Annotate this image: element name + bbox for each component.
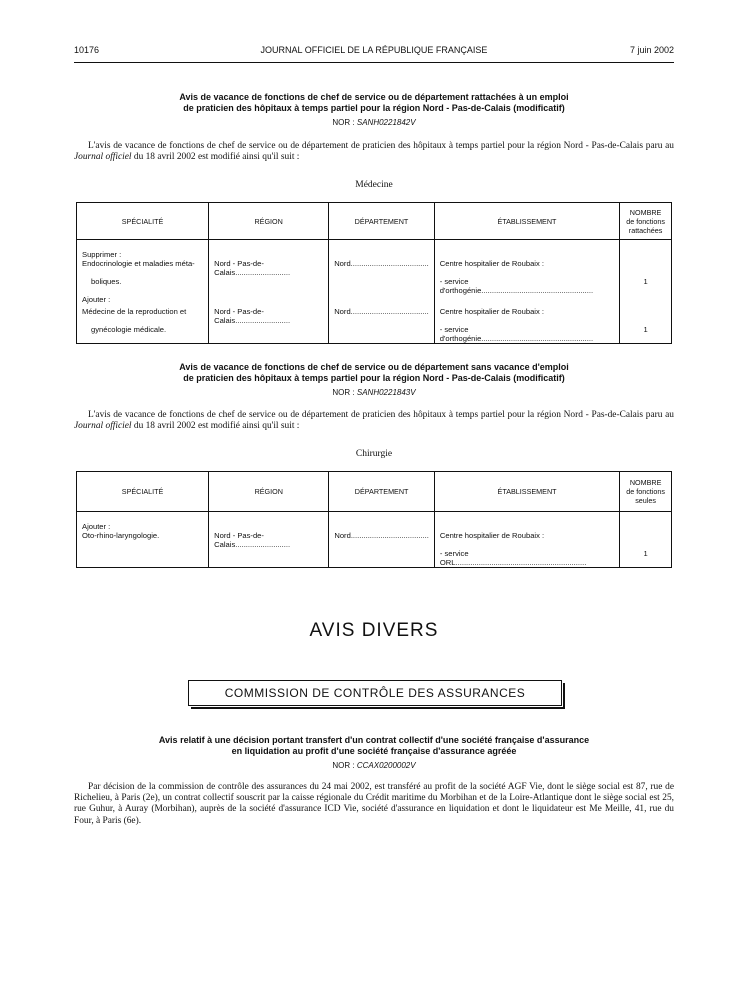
notice2-title-line2: de praticien des hôpitaux à temps partiel pour la région Nord - Pas-de-Calais (modificatif) — [183, 372, 565, 383]
leader-dots: .......................... — [235, 540, 291, 549]
cell-etablissement: Centre hospitalier de Roubaix : — [434, 307, 619, 325]
notice2-table — [76, 471, 672, 568]
cell-departement — [329, 325, 435, 344]
notice1-paragraph — [74, 141, 674, 163]
table-row — [77, 531, 672, 549]
region-text: Nord - Pas-de-Calais — [214, 307, 264, 325]
col-nombre — [620, 203, 672, 240]
cell-region — [209, 240, 329, 260]
cell-specialite: Ajouter : — [77, 512, 209, 532]
count-header-line: NOMBRE — [629, 478, 662, 487]
cell-specialite: Supprimer : — [77, 240, 209, 260]
cell-specialite: Ajouter : — [77, 295, 209, 307]
notice2-title — [74, 362, 674, 383]
cell-region — [209, 512, 329, 532]
cell-departement — [329, 549, 435, 568]
nor-label: NOR : — [332, 761, 355, 770]
col-nombre — [620, 472, 672, 512]
cell-nombre — [620, 512, 672, 532]
cell-region — [209, 325, 329, 344]
para-italic: Journal officiel — [74, 152, 132, 163]
table-row — [77, 307, 672, 325]
table-row — [77, 277, 672, 295]
cell-etablissement — [434, 240, 619, 260]
cell-region — [209, 295, 329, 307]
count-header-line: NOMBRE — [629, 207, 662, 217]
leader-dots: .......................... — [235, 268, 291, 277]
nor-label: NOR : — [332, 118, 355, 127]
cell-region — [209, 549, 329, 568]
divers-title — [74, 735, 674, 756]
region-text: Nord - Pas-de-Calais — [214, 531, 264, 549]
cell-etablissement: Centre hospitalier de Roubaix : — [434, 259, 619, 277]
table-row — [77, 240, 672, 260]
cell-etablissement — [434, 512, 619, 532]
table-row — [77, 259, 672, 277]
cell-nombre — [620, 307, 672, 325]
count-header-line: de fonctions — [626, 216, 665, 226]
divers-title-line1: Avis relatif à une décision portant transfert d'un contrat collectif d'une société française d'assurance — [158, 735, 590, 745]
cell-specialite: Endocrinologie et maladies méta- — [77, 259, 209, 277]
departement-text: Nord — [334, 307, 351, 316]
leader-dots: .............................................................. — [455, 558, 587, 567]
nor-code: SANH0221842V — [356, 118, 416, 127]
cell-specialite: gynécologie médicale. — [77, 325, 209, 344]
page-number: 10176 — [74, 45, 100, 55]
cell-nombre: 1 — [620, 325, 672, 344]
etablissement-text: - service d'orthogénie — [439, 325, 482, 343]
etablissement-text: - service ORL — [439, 549, 469, 567]
notice1-section: Médecine — [355, 180, 393, 190]
col-region: RÉGION — [209, 203, 329, 240]
count-header-line: rattachées — [628, 225, 663, 235]
table-row — [77, 549, 672, 568]
notice1-table — [76, 202, 672, 344]
etablissement-text: - service d'orthogénie — [439, 277, 482, 295]
col-region: RÉGION — [209, 472, 329, 512]
para-text: L'avis de vacance de fonctions de chef de service ou de département de praticien des hôpitaux à temps partiel pour la région Nord - Pas-de-Calais paru au — [88, 410, 674, 420]
col-etablissement: ÉTABLISSEMENT — [434, 203, 619, 240]
cell-etablissement — [434, 295, 619, 307]
nor-code: SANH0221843V — [356, 388, 416, 397]
table-row — [77, 325, 672, 344]
divers-nor — [74, 761, 674, 770]
para-text: du 18 avril 2002 est modifié ainsi qu'il suit : — [131, 152, 300, 163]
para-text: L'avis de vacance de fonctions de chef de service ou de département de praticien des hôpitaux à temps partiel pour la région Nord - Pas-de-Calais paru au — [88, 141, 674, 151]
para-text: du 18 avril 2002 est modifié ainsi qu'il suit : — [131, 421, 300, 432]
cell-region — [209, 277, 329, 295]
notice1-title-line1: Avis de vacance de fonctions de chef de service ou de département rattachées à un emploi — [179, 92, 569, 102]
page-date: 7 juin 2002 — [629, 45, 674, 55]
nor-label: NOR : — [332, 388, 355, 397]
cell-specialite: Oto-rhino-laryngologie. — [77, 531, 209, 549]
count-header-line: seules — [635, 496, 656, 505]
notice1-title-line2: de praticien des hôpitaux à temps partiel pour la région Nord - Pas-de-Calais (modificatif) — [183, 102, 565, 113]
notice2-section: Chirurgie — [355, 449, 393, 459]
count-header-line: de fonctions — [626, 487, 665, 496]
leader-dots: ..................................... — [350, 307, 429, 316]
cell-etablissement — [434, 549, 619, 568]
cell-departement — [329, 307, 435, 325]
col-departement: DÉPARTEMENT — [329, 472, 435, 512]
departement-text: Nord — [334, 259, 351, 268]
cell-nombre — [620, 295, 672, 307]
cell-specialite: boliques. — [77, 277, 209, 295]
col-specialite: SPÉCIALITÉ — [77, 472, 209, 512]
journal-title: JOURNAL OFFICIEL DE LA RÉPUBLIQUE FRANÇAISE — [260, 45, 488, 55]
leader-dots: ..................................................... — [481, 334, 594, 343]
cell-region — [209, 307, 329, 325]
cell-nombre — [620, 531, 672, 549]
cell-departement — [329, 277, 435, 295]
col-etablissement: ÉTABLISSEMENT — [434, 472, 619, 512]
notice2-title-line1: Avis de vacance de fonctions de chef de service ou de département sans vacance d'emploi — [179, 362, 569, 372]
cell-nombre — [620, 259, 672, 277]
leader-dots: .......................... — [235, 316, 291, 325]
cell-etablissement: Centre hospitalier de Roubaix : — [434, 531, 619, 549]
para-italic: Journal officiel — [74, 421, 132, 432]
cell-nombre: 1 — [620, 549, 672, 568]
leader-dots: ..................................... — [350, 259, 429, 268]
cell-departement — [329, 295, 435, 307]
cell-etablissement — [434, 325, 619, 344]
region-text: Nord - Pas-de-Calais — [214, 259, 264, 277]
leader-dots: ..................................................... — [481, 286, 594, 295]
cell-nombre: 1 — [620, 277, 672, 295]
col-specialite: SPÉCIALITÉ — [77, 203, 209, 240]
divers-paragraph: Par décision de la commission de contrôle des assurances du 24 mai 2002, est transféré au profit de la société AGF Vie, dont le siège social est 87, rue de Richelieu, à Paris (2e), un contrat collectif souscrit par la caisse régionale du Crédit maritime du Morbihan et de la Loire-Atlantique dont le siège social est 25, rue Guhur, à Auray (Morbihan), auprès de la société d'assurance ICD Vie, société d'assurance en liquidation et dont le liquidateur est Me Meille, 41, rue du Four, à Paris (6e). — [74, 782, 674, 826]
cell-departement — [329, 531, 435, 549]
cell-nombre — [620, 240, 672, 260]
commission-box: COMMISSION DE CONTRÔLE DES ASSURANCES — [188, 680, 562, 706]
table-row — [77, 295, 672, 307]
notice1-nor — [74, 118, 674, 127]
leader-dots: ..................................... — [350, 531, 429, 540]
divers-title-line2: en liquidation au profit d'une société française d'assurance agréée — [231, 745, 517, 756]
notice2-nor — [74, 388, 674, 397]
cell-region — [209, 259, 329, 277]
cell-departement — [329, 259, 435, 277]
cell-etablissement — [434, 277, 619, 295]
cell-departement — [329, 240, 435, 260]
cell-region — [209, 531, 329, 549]
section-heading: AVIS DIVERS — [309, 620, 439, 641]
departement-text: Nord — [334, 531, 351, 540]
col-departement: DÉPARTEMENT — [329, 203, 435, 240]
cell-departement — [329, 512, 435, 532]
notice1-title — [74, 92, 674, 113]
nor-code: CCAX0200002V — [356, 761, 416, 770]
cell-specialite — [77, 549, 209, 568]
table-row — [77, 512, 672, 532]
cell-specialite: Médecine de la reproduction et — [77, 307, 209, 325]
header-rule — [74, 62, 674, 63]
notice2-paragraph — [74, 410, 674, 432]
